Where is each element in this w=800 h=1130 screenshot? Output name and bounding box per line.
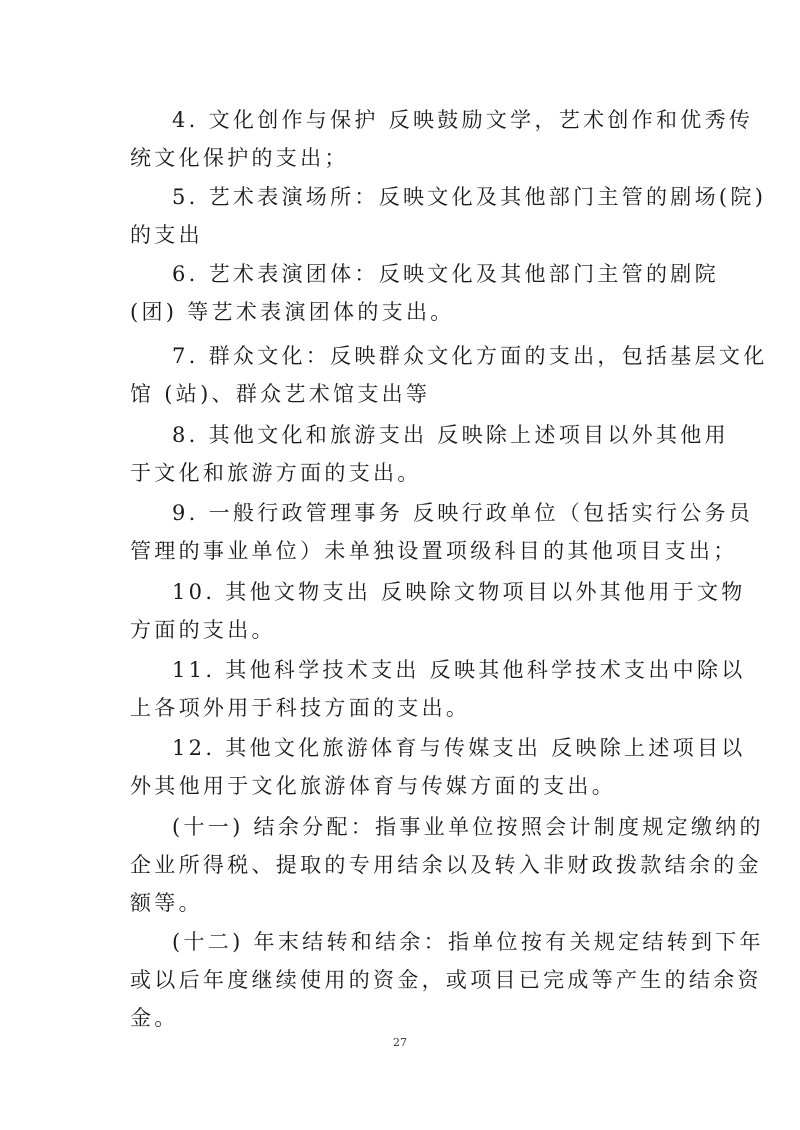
paragraph-line: 5. 艺术表演场所：反映文化及其他部门主管的剧场(院): [172, 185, 767, 209]
paragraph-line: (十二) 年末结转和结余：指单位按有关规定结转到下年: [172, 930, 764, 954]
paragraph-line: 方面的支出。: [130, 618, 276, 642]
paragraph-line: 统文化保护的支出；: [130, 146, 349, 170]
paragraph-line: 的支出: [130, 223, 203, 247]
paragraph-line: 7. 群众文化：反映群众文化方面的支出，包括基层文化: [172, 344, 768, 368]
paragraph-line: (团) 等艺术表演团体的支出。: [130, 300, 455, 324]
paragraph-line: 6. 艺术表演团体：反映文化及其他部门主管的剧院: [172, 262, 719, 286]
paragraph-line: 于文化和旅游方面的支出。: [130, 461, 422, 485]
paragraph-line: 或以后年度继续使用的资金，或项目已完成等产生的结余资: [130, 968, 762, 992]
paragraph-line: 8. 其他文化和旅游支出 反映除上述项目以外其他用: [172, 423, 729, 447]
page-number: 27: [393, 1036, 407, 1049]
paragraph-line: 4. 文化创作与保护 反映鼓励文学，艺术创作和优秀传: [172, 108, 754, 132]
paragraph-line: 11. 其他科学技术支出 反映其他科学技术支出中除以: [172, 658, 746, 682]
paragraph-line: 上各项外用于科技方面的支出。: [130, 696, 471, 720]
paragraph-line: 企业所得税、提取的专用结余以及转入非财政拨款结余的金: [130, 853, 762, 877]
paragraph-line: 额等。: [130, 891, 203, 915]
paragraph-line: 馆 (站)、群众艺术馆支出等: [130, 382, 431, 406]
paragraph-line: 12. 其他文化旅游体育与传媒支出 反映除上述项目以: [172, 736, 746, 760]
paragraph-line: (十一) 结余分配：指事业单位按照会计制度规定缴纳的: [172, 815, 764, 839]
paragraph-line: 10. 其他文物支出 反映除文物项目以外其他用于文物: [172, 580, 746, 604]
paragraph-line: 金。: [130, 1006, 179, 1030]
paragraph-line: 外其他用于文化旅游体育与传媒方面的支出。: [130, 774, 616, 798]
paragraph-line: 管理的事业单位）未单独设置项级科目的其他项目支出；: [130, 539, 738, 563]
paragraph-line: 9. 一般行政管理事务 反映行政单位（包括实行公务员: [172, 501, 754, 525]
